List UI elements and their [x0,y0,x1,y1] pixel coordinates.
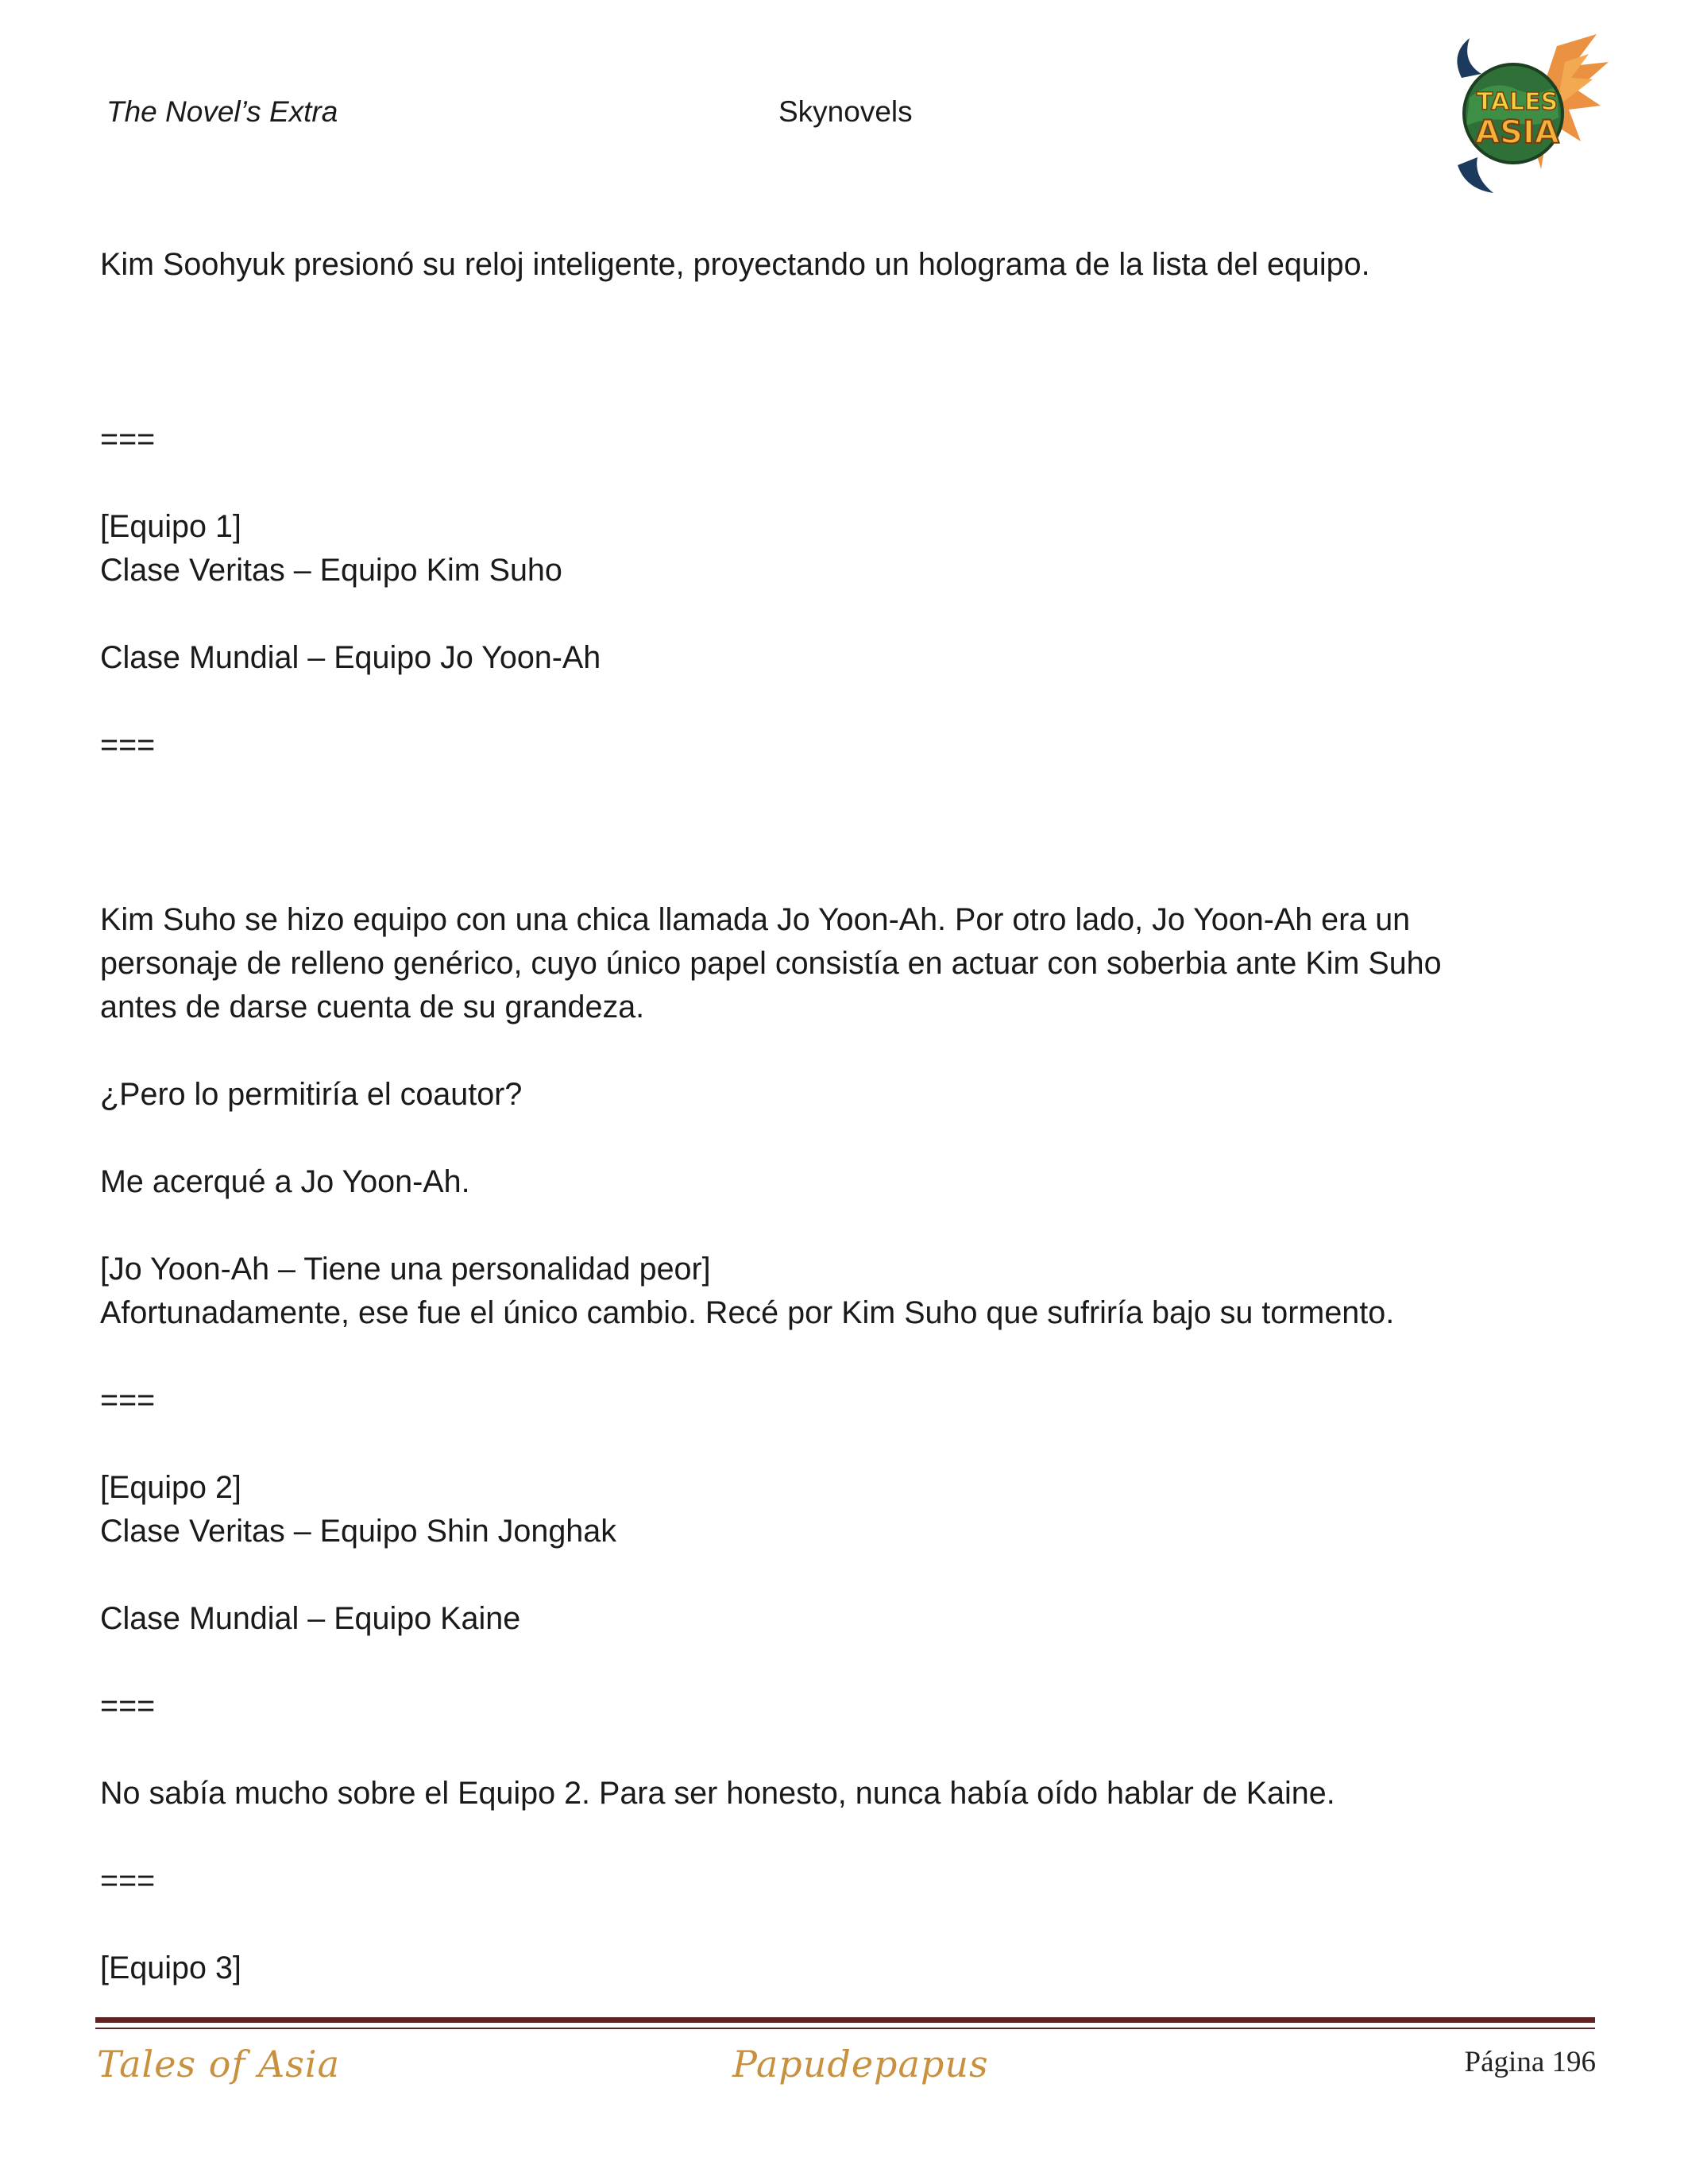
text-line: Clase Veritas – Equipo Shin Jonghak [100,1514,616,1549]
blank-line [100,1815,1593,1859]
blank-line [100,1553,1593,1597]
chapter-body [100,243,1593,1990]
blank-line [100,767,1593,811]
text-line: === [100,1383,156,1418]
blank-line [100,1641,1593,1684]
text-line: Clase Veritas – Equipo Kim Suho [100,553,562,588]
blank-line [100,592,1593,636]
text-line: === [100,422,156,457]
blank-line [100,330,1593,374]
logo-text-top: TALES [1476,88,1559,116]
blank-line [100,1335,1593,1379]
text-line: No sabía mucho sobre el Equipo 2. Para ser honesto, nunca había oído hablar de Kaine. [100,1776,1335,1811]
text-line: ¿Pero lo permitiría el coautor? [100,1077,523,1112]
header-title-left: The Novel’s Extra [106,95,338,128]
blank-line [100,374,1593,418]
header-title-center: Skynovels [778,95,913,128]
text-line: === [100,1688,156,1723]
blank-line [100,1728,1593,1772]
text-line: Me acerqué a Jo Yoon-Ah. [100,1164,470,1199]
page-number: Página 196 [1464,2046,1596,2078]
text-line: antes de darse cuenta de su grandeza. [100,990,645,1024]
footer-left-text: Tales of Asia [97,2043,341,2086]
text-line: Kim Soohyuk presionó su reloj inteligente, proyectando un holograma de la lista del equipo. [100,247,1370,282]
text-line: === [100,1863,156,1898]
blank-line [100,1117,1593,1160]
text-line: Afortunadamente, ese fue el único cambio. Recé por Kim Suho que sufriría bajo su tormento. [100,1295,1395,1330]
text-line: [Equipo 3] [100,1951,241,1985]
blank-line [100,1422,1593,1466]
logo-text-bottom: ASIA [1475,114,1559,151]
text-line: [Equipo 1] [100,509,241,544]
footer-divider-thin [95,2028,1595,2029]
text-line: [Jo Yoon-Ah – Tiene una personalidad peor] [100,1252,711,1287]
blank-line [100,287,1593,330]
blank-line [100,1903,1593,1947]
text-line: Clase Mundial – Equipo Kaine [100,1601,521,1636]
blank-line [100,461,1593,505]
blank-line [100,811,1593,855]
blank-line [100,680,1593,723]
blank-line [100,1029,1593,1073]
text-line: === [100,727,156,762]
tales-of-asia-logo [1438,30,1617,199]
text-line: Kim Suho se hizo equipo con una chica llamada Jo Yoon-Ah. Por otro lado, Jo Yoon-Ah era un [100,902,1411,937]
blank-line [100,1204,1593,1248]
text-line: Clase Mundial – Equipo Jo Yoon-Ah [100,640,601,675]
text-line: personaje de relleno genérico, cuyo único papel consistía en actuar con soberbia ante Kim Suho [100,946,1442,981]
blank-line [100,855,1593,898]
footer-center-text: Papudepapus [732,2043,989,2086]
text-line: [Equipo 2] [100,1470,241,1505]
footer-divider [95,2017,1595,2023]
